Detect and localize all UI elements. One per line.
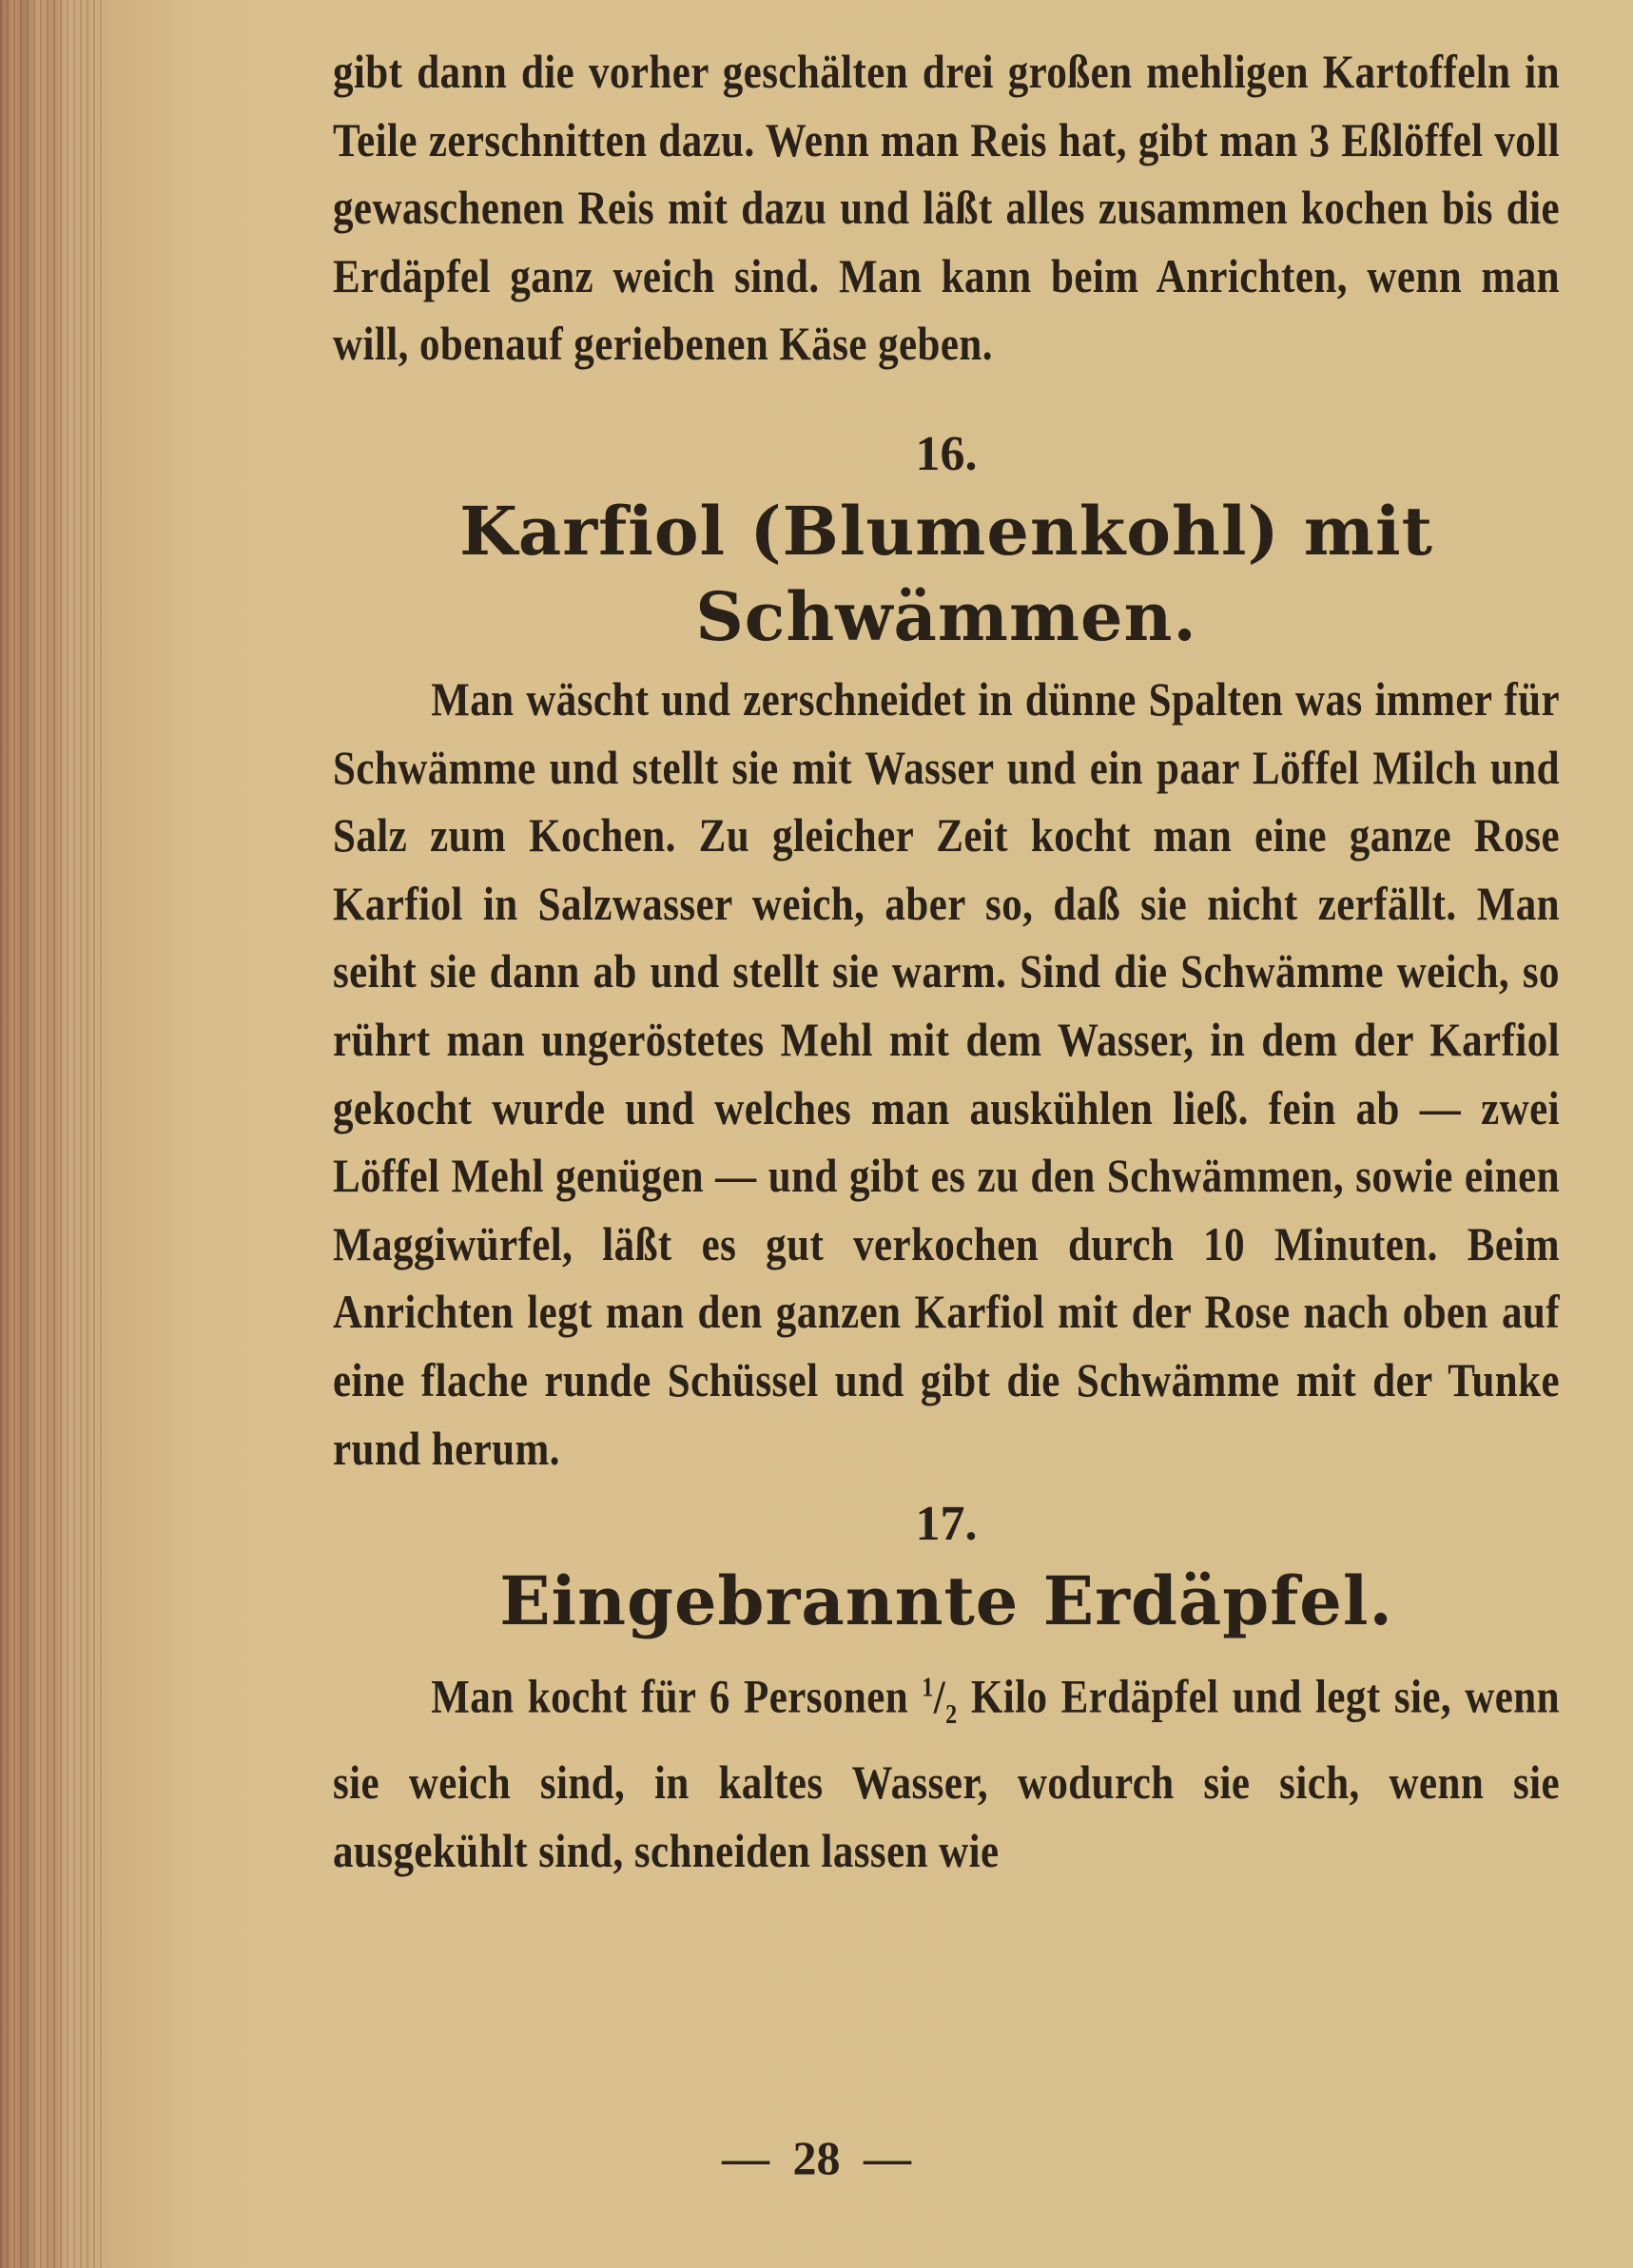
fraction-numerator: 1	[922, 1673, 934, 1703]
recipe-17-body-start: Man kocht für 6 Personen	[431, 1669, 923, 1723]
folio-dash-left: —	[722, 2131, 769, 2184]
page-number: 28	[792, 2131, 841, 2184]
recipe-17-number: 17.	[915, 1497, 978, 1552]
recipe-17-body	[333, 1654, 1560, 1885]
recipe-16-number: 16.	[915, 426, 978, 481]
recipe-17-title: Eingebrannte Erdäpfel.	[499, 1561, 1393, 1641]
fraction-one-half: $^1/_2$	[922, 1669, 958, 1730]
page-content	[333, 38, 1560, 1886]
recipe-16-body: Man wäscht und zerschneidet in dünne Spalten was immer für Schwämme und stellt sie mit Wasser und ein paar Löffel Milch und Salz zum Kochen. Zu gleicher Zeit kocht man eine ganze Rose Karfiol in Salzwasser weich, aber so, daß sie nicht zerfällt. Man seiht sie dann ab und stellt sie warm. Sind die Schwämme weich, so rührt man ungeröstetes Mehl mit dem Wasser, in dem der Karfiol gekocht wurde und welches man auskühlen ließ. fein ab — zwei Löffel Mehl genügen — und gibt es zu den Schwämmen, sowie einen Maggiwürfel, läßt es gut verkochen durch 10 Minuten. Beim Anrichten legt man den ganzen Karfiol mit der Rose nach oben auf eine flache runde Schüssel und gibt die Schwämme mit der Tunke rund herum.	[333, 671, 1561, 1475]
recipe-16-title: Karfiol (Blumenkohl) mit Schwämmen.	[459, 491, 1433, 656]
page-folio	[0, 2130, 1633, 2185]
folio-dash-right: —	[864, 2131, 911, 2184]
page-edge-stack	[0, 0, 105, 2268]
fraction-denominator: 2	[945, 1699, 958, 1730]
recipe-17-body-end: Kilo Erdäpfel und legt sie, wenn sie weich sind, in kaltes Wasser, wodurch sie sich, wenn sie ausgekühlt sind, schneiden lassen wie	[333, 1669, 1560, 1877]
continuation-paragraph: gibt dann die vorher geschälten drei großen mehligen Kartoffeln in Teile zerschnitten dazu. Wenn man Reis hat, gibt man 3 Eßlöffel voll gewaschenen Reis mit dazu und läßt alles zusammen kochen bis die Erdäpfel ganz weich sind. Man kann beim Anrichten, wenn man will, obenauf geriebenen Käse geben.	[333, 45, 1560, 371]
